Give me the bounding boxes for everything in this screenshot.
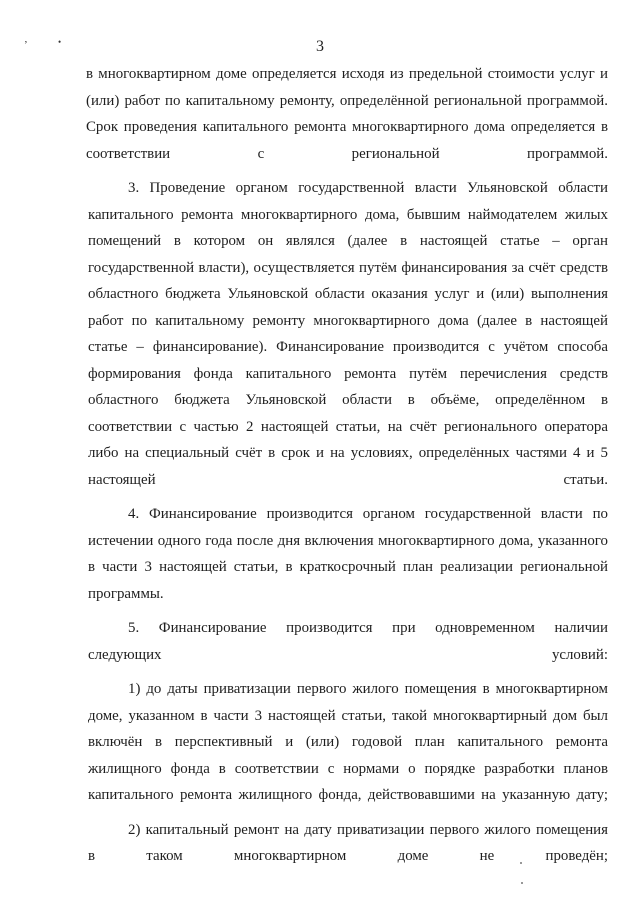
- text-line: 2) капитальный ремонт на дату приватизации первого жилого помещения: [128, 821, 608, 838]
- text-line: в таком многоквартирном доме не проведён;: [88, 848, 608, 864]
- text-line: с учётом способа формирования фонда капитального ремонта путём: [88, 339, 608, 382]
- text-line: регионального оператора либо на специальный счёт в срок и на условиях,: [88, 418, 608, 461]
- text-line: включён в перспективный и (или) годовой план капитального ремонта: [88, 734, 608, 750]
- page-number: 3: [316, 38, 324, 55]
- text-line: 4. Финансирование производится органом государственной власти: [128, 506, 583, 522]
- text-line: по истечении одного года после дня включения многоквартирного дома,: [88, 506, 608, 549]
- text-line: определённых частями 4 и 5 настоящей статьи.: [88, 445, 608, 488]
- text-line: жилищного фонда в соответствии с нормами о порядке разработки планов: [88, 760, 608, 777]
- text-line: следующих условий:: [88, 646, 608, 663]
- text-line: региональной программы.: [88, 559, 608, 602]
- text-line: определённом в соответствии с частью 2 настоящей статьи, на счёт: [88, 392, 608, 435]
- text-line: помещений в котором он являлся (далее в настоящей статье – орган: [88, 233, 608, 249]
- scan-speck: [521, 882, 523, 884]
- text-line: 5. Финансирование производится при одновременном наличии: [128, 620, 608, 636]
- text-line: указанного в части 3 настоящей статьи, в краткосрочный план реализации: [88, 532, 608, 575]
- text-line: перечисления средств областного бюджета Ульяновской области в объёме,: [88, 365, 608, 408]
- text-line: доме, указанном в части 3 настоящей статьи, такой многоквартирный дом был: [88, 707, 608, 724]
- paragraph-continuation: [86, 61, 608, 167]
- text-line: определяется в соответствии с региональной программой.: [86, 119, 608, 162]
- list-item-1: [88, 676, 608, 809]
- text-line: и (или) выполнения работ по капитальному ремонту многоквартирного дома: [88, 286, 609, 329]
- text-line: программой. Срок проведения капитального ремонта многоквартирного дома: [86, 92, 608, 135]
- paragraph-5: [88, 615, 608, 668]
- scan-artifact-mark: •: [58, 37, 62, 47]
- text-line: государственной власти), осуществляется путём финансирования за счёт: [88, 259, 556, 276]
- text-line: 3. Проведение органом государственной власти Ульяновской области: [128, 180, 608, 196]
- text-line: в многоквартирном доме определяется исходя из предельной стоимости услуг: [86, 66, 595, 82]
- text-line: капитального ремонта жилищного фонда, действовавшими на указанную дату;: [88, 787, 608, 803]
- list-item-2: [88, 817, 608, 870]
- text-line: (далее в настоящей статье – финансирование). Финансирование производится: [88, 312, 608, 355]
- document-body: [88, 61, 608, 870]
- text-line: и (или) работ по капитальному ремонту, определённой региональной: [86, 66, 608, 109]
- text-line: капитального ремонта многоквартирного дома, бывшим наймодателем жилых: [88, 206, 608, 223]
- paragraph-3: [88, 175, 608, 493]
- scan-artifact-mark: ʼ: [24, 39, 28, 51]
- paragraph-4: [88, 501, 608, 607]
- text-line: средств областного бюджета Ульяновской области оказания услуг: [88, 259, 608, 302]
- text-line: 1) до даты приватизации первого жилого помещения в многоквартирном: [128, 681, 608, 697]
